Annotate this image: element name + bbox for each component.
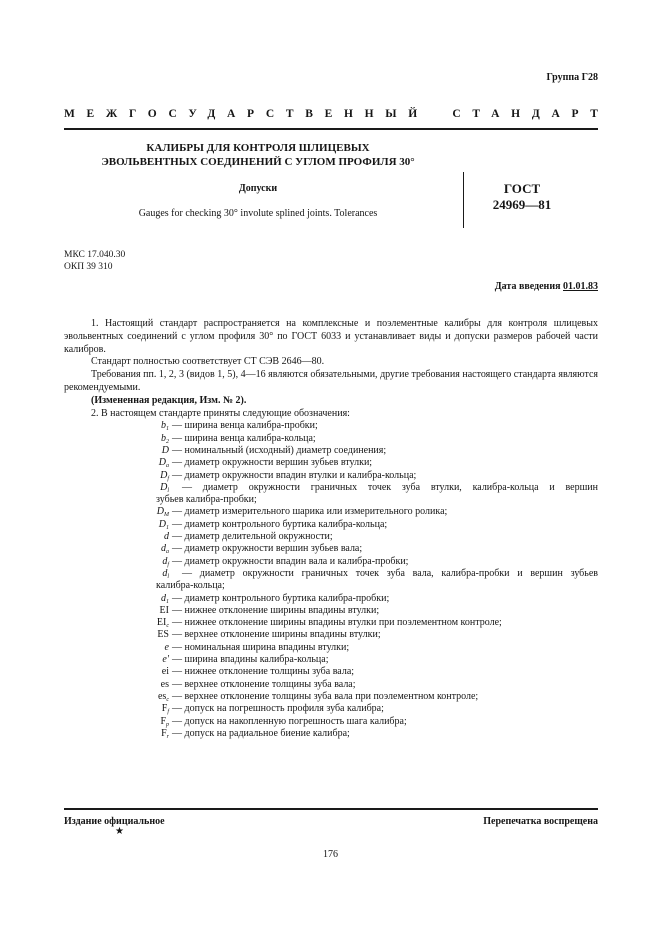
symbol-letter: D	[156, 506, 164, 518]
symbol-row	[64, 728, 598, 740]
symbol-notation	[162, 445, 169, 458]
symbol-notation	[161, 679, 169, 692]
symbol-subscript: f	[167, 709, 169, 716]
symbol-description: — ширина венца калибра-пробки;	[172, 420, 318, 432]
symbol-letter: d	[162, 555, 168, 567]
symbol-letter: D	[158, 518, 166, 530]
symbol-subscript: r	[166, 733, 169, 740]
symbols-list	[64, 420, 598, 740]
title-divider	[463, 172, 464, 228]
symbol-letter: d	[161, 543, 166, 555]
symbol-row	[64, 556, 598, 568]
symbol-row	[64, 482, 598, 507]
symbol-row	[64, 568, 598, 593]
symbol-subscript: c	[166, 623, 169, 630]
symbol-description: — диаметр измерительного шарика или измерительного ролика;	[172, 506, 448, 518]
symbol-description: — диаметр окружности впадин вала и калибра-пробки;	[172, 555, 409, 567]
symbol-letter: D	[160, 469, 168, 481]
symbol-row	[64, 629, 598, 641]
okp-code: ОКП 39 310	[64, 262, 113, 272]
symbol-description-continued: калибра-кольца;	[156, 580, 225, 592]
symbol-description: — нижнее отклонение ширины впадины втулки при поэлементном контроле;	[172, 617, 502, 629]
star-icon: ★	[115, 826, 124, 837]
symbol-letter: F	[161, 727, 167, 739]
symbol-description: — верхнее отклонение толщины зуба вала;	[172, 678, 356, 690]
symbol-subscript: p	[166, 721, 169, 728]
symbol-letter: es	[157, 690, 167, 702]
symbol-subscript: l	[167, 573, 169, 580]
symbol-row	[64, 519, 598, 531]
paragraph-scope: 1. Настоящий стандарт распространяется на комплексные и поэлементные калибры для контроля шлицевых эвольвентных соединений с углом профиля 30° по ГОСТ 6033 и устанавливает виды и допуски размеров рабочей части калибров.	[64, 318, 598, 355]
symbol-row	[64, 543, 598, 555]
symbol-row	[64, 420, 598, 432]
gost-designation	[472, 181, 572, 213]
symbol-description: — диаметр окружности впадин втулки и калибра-кольца;	[172, 469, 417, 481]
symbol-description: — диаметр контрольного буртика калибра-пробки;	[172, 592, 390, 604]
symbol-row	[64, 666, 598, 678]
symbol-description: — номинальная ширина впадины втулки;	[172, 641, 350, 653]
symbol-description: — верхнее отклонение толщины зуба вала при поэлементном контроле;	[172, 690, 479, 702]
banner-word-standard: СТАНДАРТ	[452, 108, 610, 120]
symbol-letter: d	[164, 531, 169, 543]
paragraph-amendment: (Измененная редакция, Изм. № 2).	[91, 394, 247, 406]
symbol-subscript: 1	[166, 598, 169, 605]
page-number: 176	[323, 849, 338, 860]
symbol-notation	[162, 666, 169, 679]
symbol-row	[64, 506, 598, 518]
symbol-row	[64, 433, 598, 445]
symbol-notation	[165, 642, 169, 655]
document-title	[64, 142, 452, 169]
symbol-description: — диаметр окружности вершин зубьев вала;	[172, 543, 363, 555]
symbol-row	[64, 617, 598, 629]
symbol-letter: EI	[159, 604, 169, 616]
symbol-letter: F	[160, 715, 166, 727]
gost-label: ГОСТ	[503, 181, 541, 196]
header-rule	[64, 128, 598, 130]
symbol-row	[64, 654, 598, 666]
symbol-letter: e'	[162, 654, 169, 666]
symbol-subscript: 1	[166, 426, 169, 433]
symbol-subscript: l	[167, 487, 169, 494]
paragraph-compliance: Стандарт полностью соответствует СТ СЭВ 2646—80.	[91, 356, 325, 368]
symbol-row	[64, 716, 598, 728]
symbol-subscript: 2	[166, 438, 169, 445]
symbol-description: — номинальный (исходный) диаметр соединения;	[172, 444, 387, 456]
symbol-notation	[157, 629, 169, 642]
symbol-description: — нижнее отклонение ширины впадины втулки;	[172, 604, 380, 616]
classification-codes	[64, 249, 125, 273]
symbol-letter: D	[158, 457, 166, 469]
symbol-notation	[161, 728, 169, 744]
symbol-description: — допуск на погрешность профиля зуба калибра;	[172, 703, 384, 715]
symbol-notation	[164, 531, 169, 544]
english-title: Gauges for checking 30° involute splined joints. Tolerances	[138, 208, 378, 219]
symbol-letter: D	[160, 481, 168, 493]
symbol-row	[64, 691, 598, 703]
document-body	[64, 318, 598, 740]
symbol-subscript: f	[167, 475, 169, 482]
symbol-description: — диаметр контрольного буртика калибра-кольца;	[172, 518, 388, 530]
paragraph-notation-intro: 2. В настоящем стандарте приняты следующие обозначения:	[91, 407, 350, 419]
gost-number: 24969—81	[492, 197, 552, 212]
symbol-description: — диаметр окружности граничных точек зуба вала, калибра-пробки и вершин зубьев	[182, 567, 598, 579]
symbol-subscript: M	[164, 512, 169, 519]
paragraph-requirements: Требования пп. 1, 2, 3 (видов 1, 5), 4—16 являются обязательными, другие требования настоящего стандарта являются рекомендуемыми.	[64, 369, 598, 393]
reprint-prohibited: Перепечатка воспрещена	[483, 816, 598, 827]
symbol-letter: F	[161, 703, 168, 715]
symbol-row	[64, 470, 598, 482]
group-code: Группа Г28	[546, 72, 598, 83]
symbol-description: — ширина венца калибра-кольца;	[172, 432, 316, 444]
symbol-description-continued: зубьев калибра-пробки;	[156, 494, 257, 506]
symbol-description: — верхнее отклонение ширины впадины втулки;	[172, 629, 381, 641]
symbol-notation	[160, 605, 169, 618]
symbol-row	[64, 445, 598, 457]
symbol-letter: d	[161, 592, 166, 604]
symbol-description: — допуск на радиальное биение калибра;	[172, 727, 350, 739]
intro-label: Дата введения	[494, 281, 561, 292]
symbol-letter: e	[164, 641, 169, 653]
symbol-subscript: f	[167, 561, 169, 568]
mks-code: МКС 17.040.30	[64, 250, 126, 260]
symbol-letter: es	[160, 678, 169, 690]
introduction-date	[495, 281, 598, 292]
official-edition: Издание официальное	[64, 816, 165, 827]
symbol-notation	[162, 654, 169, 667]
symbol-subscript: 1	[166, 524, 169, 531]
symbol-subscript: a	[166, 549, 169, 556]
symbol-row	[64, 703, 598, 715]
symbol-letter: b	[161, 432, 166, 444]
intro-date-value: 01.01.83	[563, 281, 598, 292]
footer-rule	[64, 808, 598, 810]
symbol-description: — диаметр окружности граничных точек зуба втулки, калибра-кольца и вершин	[182, 481, 598, 493]
symbol-description: — нижнее отклонение толщины зуба вала;	[172, 666, 355, 678]
symbol-letter: ei	[161, 666, 169, 678]
symbol-row	[64, 605, 598, 617]
symbol-row	[64, 679, 598, 691]
title-line-2: ЭВОЛЬВЕНТНЫХ СОЕДИНЕНИЙ С УГЛОМ ПРОФИЛЯ 30°	[101, 155, 415, 168]
symbol-row	[64, 457, 598, 469]
symbol-description: — ширина впадины калибра-кольца;	[172, 654, 329, 666]
symbol-description: — допуск на накопленную погрешность шага калибра;	[172, 715, 407, 727]
symbol-description: — диаметр окружности вершин зубьев втулки;	[172, 457, 373, 469]
symbol-subscript: c	[166, 696, 169, 703]
symbol-letter: ES	[157, 629, 169, 641]
document-subtitle: Допуски	[238, 183, 278, 194]
symbol-subscript: a	[166, 463, 169, 470]
banner-word-interstate: МЕЖГОСУДАРСТВЕННЫЙ	[64, 108, 429, 120]
title-line-1: КАЛИБРЫ ДЛЯ КОНТРОЛЯ ШЛИЦЕВЫХ	[146, 142, 370, 154]
symbol-letter: D	[161, 444, 169, 456]
symbol-row	[64, 642, 598, 654]
symbol-row	[64, 593, 598, 605]
symbol-letter: EI	[156, 617, 167, 629]
symbol-letter: d	[162, 567, 168, 579]
symbol-row	[64, 531, 598, 543]
symbol-description: — диаметр делительной окружности;	[172, 531, 333, 543]
symbol-letter: b	[161, 420, 166, 432]
